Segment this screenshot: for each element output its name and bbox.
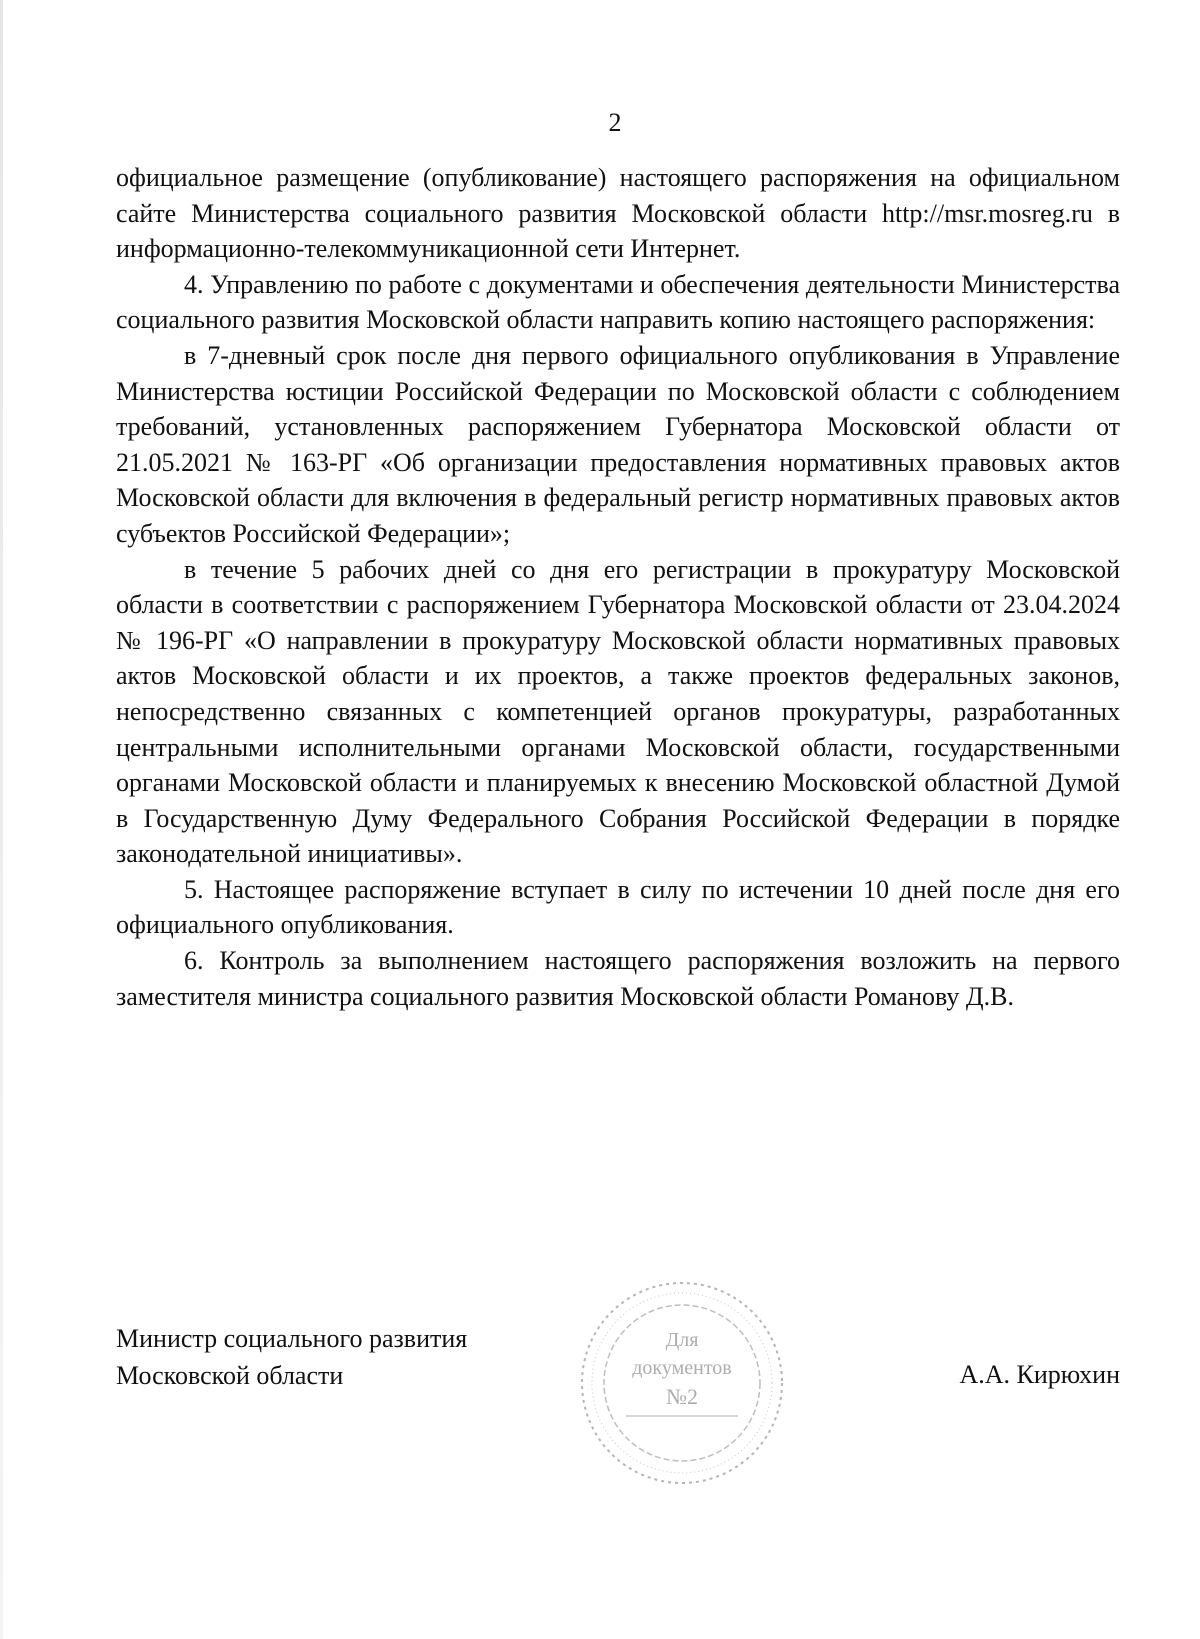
stamp-text-line-1: Для <box>665 1329 699 1351</box>
paragraph-publication: официальное размещение (опубликование) настоящего распоряжения на официальном сайте Министерства социального развития Московской области http://msr.mosreg.ru в информационно-телекоммуникационной сети Интернет. <box>116 163 1120 264</box>
scan-edge <box>0 0 3 1639</box>
paragraph-item-5: 5. Настоящее распоряжение вступает в силу по истечении 10 дней после дня его официального опубликования. <box>116 874 1120 940</box>
paragraph-item-4: 4. Управлению по работе с документами и обеспечения деятельности Министерства социального развития Московской области направить копию настоящего распоряжения: <box>116 269 1120 335</box>
seal-stamp-icon <box>566 1272 798 1494</box>
page-number: 2 <box>608 108 622 137</box>
stamp-text-line-2: документов <box>632 1357 732 1379</box>
signatory-position-line-2: Московской области <box>116 1361 344 1390</box>
signatory-position <box>116 1320 467 1394</box>
document-body <box>116 160 1120 1014</box>
paragraph-item-6: 6. Контроль за выполнением настоящего распоряжения возложить на первого заместителя министра социального развития Московской области Романову Д.В. <box>116 946 1120 1011</box>
paragraph-item-4-prosecutor: в течение 5 рабочих дней со дня его регистрации в прокуратуру Московской области в соответствии с распоряжением Губернатора Московской области от 23.04.2024 № 196-РГ «О направлении в прокуратуру Московской области нормативных правовых актов Московской области и их проектов, а также проектов федеральных законов, непосредственно связанных с компетенцией органов прокуратуры, разработанных центральными исполнительными органами Московской области, государственными органами Московской области и планируемых к внесению Московской областной Думой в Государственную Думу Федерального Собрания Российской Федерации в порядке законодательной инициативы». <box>116 554 1120 869</box>
paragraph-item-4-ministry-of-justice: в 7-дневный срок после дня первого официального опубликования в Управление Министерства юстиции Российской Федерации по Московской области с соблюдением требований, установленных распоряжением Губернатора Московской области от 21.05.2021 № 163-РГ «Об организации предоставления нормативных правовых актов Московской области для включения в федеральный регистр нормативных правовых актов субъектов Российской Федерации»; <box>116 340 1120 548</box>
signatory-name: А.А. Кирюхин <box>959 1360 1120 1389</box>
signatory-position-line-1: Министр социального развития <box>116 1324 468 1353</box>
stamp-text-line-3: №2 <box>666 1384 698 1409</box>
